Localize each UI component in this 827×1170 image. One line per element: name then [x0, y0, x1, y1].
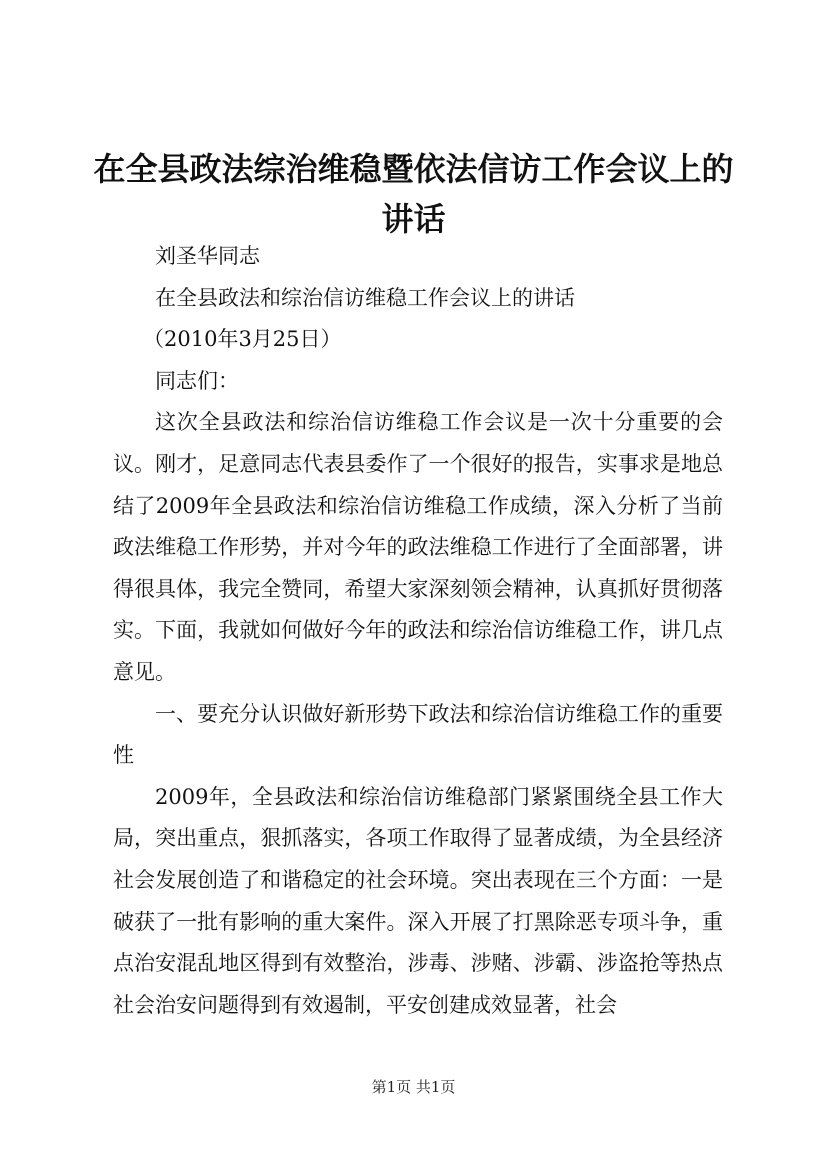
document-body — [113, 236, 723, 1026]
author-line: 刘圣华同志 — [155, 244, 260, 268]
paragraph-intro: 这次全县政法和综治信访维稳工作会议是一次十分重要的会议。刚才，足意同志代表县委作了一个很好的报告，实事求是地总结了2009年全县政法和综治信访维稳工作成绩，深入分析了当前政法维稳工作形势，并对今年的政法维稳工作进行了全面部署，讲得很具体，我完全赞同，希望大家深刻领会精神，认真抓好贯彻落实。下面，我就如何做好今年的政法和综治信访维稳工作，讲几点意见。 — [113, 410, 723, 684]
paragraph-2009-summary: 2009年，全县政法和综治信访维稳部门紧紧围绕全县工作大局，突出重点，狠抓落实，各项工作取得了显著成绩，为全县经济社会发展创造了和谐稳定的社会环境。突出表现在三个方面：一是破获了一批有影响的重大案件。深入开展了打黑除恶专项斗争，重点治安混乱地区得到有效整治，涉毒、涉赌、涉霸、涉盗抢等热点社会治安问题得到有效遏制，平安创建成效显著，社会 — [113, 784, 723, 1017]
speech-subtitle: 在全县政法和综治信访维稳工作会议上的讲话 — [155, 285, 575, 310]
section-heading-1: 一、要充分认识做好新形势下政法和综治信访维稳工作的重要性 — [113, 701, 723, 768]
document-title: 在全县政法综治维稳暨依法信访工作会议上的讲话 — [93, 150, 734, 238]
salutation: 同志们： — [155, 368, 239, 393]
page-footer: 第1页 共1页 — [371, 1078, 456, 1096]
speech-date: （2010年3月25日） — [143, 327, 342, 352]
